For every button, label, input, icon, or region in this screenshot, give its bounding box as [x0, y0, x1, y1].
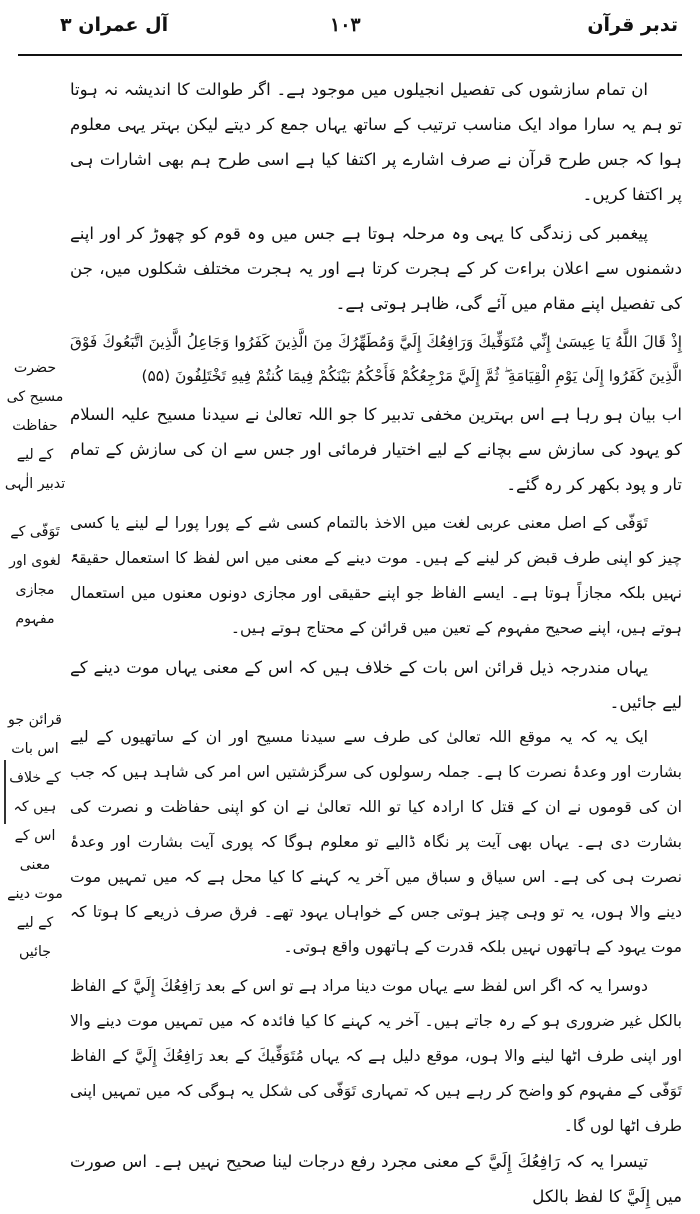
paragraph-tawaffi: تَوَفّی کے اصل معنی عربی لغت میں الاخذ بالتمام کسی شے کے پورا پورا لے لینے یا کسی چیز کو اپنی طرف قبض کر لینے کے ہیں۔ موت دینے کے معنی میں اس لفظ کا استعمال حقیقۃً نہیں بلکہ مجازاً ہوتا ہے۔ ایسے الفاظ جو اپنے حقیقی اور مجازی دونوں معنوں میں استعمال ہوتے ہیں، اپنے صحیح مفہوم کے تعین میں قرائن کے محتاج ہوتے ہیں۔: [70, 514, 682, 637]
surah-name: آل عمران ۳: [60, 14, 169, 36]
paragraph-doosra-qarina: دوسرا یہ کہ اگر اس لفظ سے یہاں موت دینا مراد ہے تو اس کے بعد رَافِعُكَ إِلَيَّ کے الفاظ بالکل غیر ضروری ہو کے رہ جاتے ہیں۔ آخر یہ کہنے کا کیا فائدہ کہ میں تمہیں موت دینے والا اور اپنی طرف اٹھا لینے والا ہوں، موقع دلیل ہے کہ یہاں مُتَوَفِّيكَ کے بعد رَافِعُكَ إِلَيَّ کے الفاظ تَوَفّی کے مفہوم کو واضح کر رہے ہیں کہ تمہاری تَوَفّی کی شکل یہ ہوگی کہ میں تمہیں اپنی طرف اٹھا لوں گا۔: [70, 977, 682, 1135]
paragraph-qarain: یہاں مندرجہ ذیل قرائن اس بات کے خلاف ہیں کہ اس کے معنی یہاں موت دینے کے لیے جائیں۔: [70, 658, 682, 712]
margin-note-tadbeer: حضرت مسیح کی حفاظت کے لیے تدبیر الٰہی: [4, 360, 66, 492]
verse-text: إِذْ قَالَ اللَّهُ يَا عِيسَىٰ إِنِّي مُتَوَفِّيكَ وَرَافِعُكَ إِلَيَّ وَمُطَهِّرُكَ مِنَ الَّذِينَ كَفَرُوا وَجَاعِلُ الَّذِينَ اتَّبَعُوكَ فَوْقَ الَّذِينَ كَفَرُوا إِلَىٰ يَوْمِ الْقِيَامَةِ ۖ ثُمَّ إِلَيَّ مَرْجِعُكُمْ فَأَحْكُمُ بَيْنَكُمْ فِيمَا كُنتُمْ فِيهِ تَخْتَلِفُونَ: [70, 333, 682, 385]
page-number: ۱۰۳: [330, 14, 361, 36]
paragraph-tadbeer: اب بیان ہو رہا ہے اس بہترین مخفی تدبیر کا جو اللہ تعالیٰ نے سیدنا مسیح علیہ السلام کو یہود کی سازش سے بچانے کے لیے اختیار فرمائی اور جس سے ان کی سازش کے تمام تار و پود بکھر کر رہ گئے۔: [70, 405, 682, 494]
margin-pencil-mark: [4, 760, 12, 824]
verse-number: (۵۵): [141, 367, 171, 385]
page-header: [0, 8, 700, 48]
page-body: [70, 72, 682, 1214]
book-title: تدبر قرآن: [587, 14, 678, 36]
paragraph-hijrat: پیغمبر کی زندگی کا یہی وہ مرحلہ ہوتا ہے جس میں وہ قوم کو چھوڑ کر اور اپنے دشمنوں سے اعلان براءت کر کے ہجرت کرتا ہے اور یہ ہجرت مختلف شکلوں میں، جن کی تفصیل اپنے مقام میں آئے گی، ظاہر ہوتی ہے۔: [70, 224, 682, 313]
margin-note-qarain: قرائن جو اس بات کے خلاف ہیں کہ اس کے معنی موت دینے کے لیے جائیں: [7, 712, 63, 960]
quran-verse: [70, 325, 682, 393]
margin-note-tawaffi: تَوَفّی کے لغوی اور مجازی مفہوم: [9, 524, 61, 627]
paragraph-pehla-qarina: ایک یہ کہ یہ موقع اللہ تعالیٰ کی طرف سے سیدنا مسیح اور ان کے ساتھیوں کے لیے بشارت اور وعدۂ نصرت کا ہے۔ جملہ رسولوں کی سرگزشتیں اس امر کی شاہد ہیں کہ جب ان کی قوموں نے ان کے قتل کا ارادہ کیا تو اللہ تعالیٰ نے ان کو اپنی حفاظت و نصرت کی بشارت دی ہے۔ یہاں بھی آیت پر نگاہ ڈالیے تو معلوم ہوگا کہ پوری آیت بشارت اور وعدۂ نصرت ہی کی ہے۔ اس سیاق و سباق میں آخر یہ کہنے کا کیا محل ہے کہ میں تمہیں موت دینے والا ہوں، یہ تو وہی چیز ہوتی جس کے خواہاں یہود تھے۔ فرق صرف ذریعے کا ہوتا کہ موت یہود کے ہاتھوں نہیں بلکہ قدرت کے ہاتھوں واقع ہوتی۔: [70, 728, 682, 956]
header-rule: [18, 54, 682, 56]
paragraph-teesra-qarina: تیسرا یہ کہ رَافِعُكَ إِلَيَّ کے معنی مجرد رفع درجات لینا صحیح نہیں ہے۔ اس صورت میں إِلَيَّ کا لفظ بالکل: [70, 1152, 682, 1206]
paragraph-sazishen: ان تمام سازشوں کی تفصیل انجیلوں میں موجود ہے۔ اگر طوالت کا اندیشہ نہ ہوتا تو ہم یہ سارا مواد ایک مناسب ترتیب کے ساتھ یہاں جمع کر دیتے لیکن بہتر یہی معلوم ہوا کہ جس طرح قرآن نے صرف اشارے پر اکتفا کیا ہے اسی طرح ہم بھی اشارات ہی پر اکتفا کریں۔: [70, 80, 682, 204]
